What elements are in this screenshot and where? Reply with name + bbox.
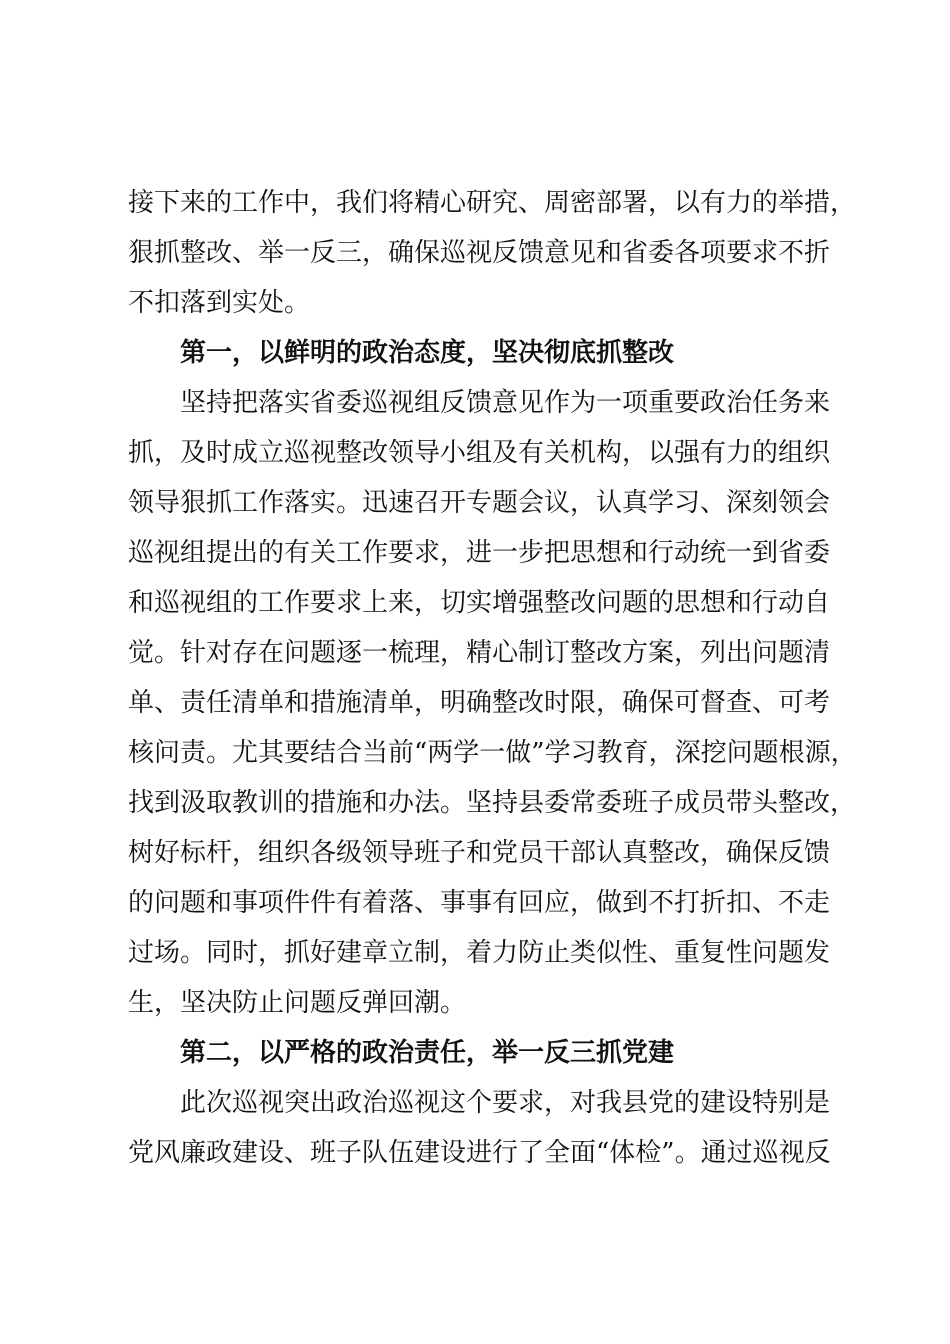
paragraph-line: 觉。针对存在问题逐一梳理，精心制订整改方案，列出问题清 [128,638,831,668]
intro-line: 接下来的工作中，我们将精心研究、周密部署，以有力的举措， [128,188,857,218]
intro-line: 不扣落到实处。 [128,288,311,318]
section-heading-2: 第二，以严格的政治责任，举一反三抓党建 [180,1038,675,1068]
paragraph-line: 核问责。尤其要结合当前“两学一做”学习教育，深挖问题根源， [128,738,857,768]
intro-line: 狠抓整改、举一反三，确保巡视反馈意见和省委各项要求不折 [128,238,831,268]
paragraph-line: 生，坚决防止问题反弹回潮。 [128,988,467,1018]
paragraph-line: 党风廉政建设、班子队伍建设进行了全面“体检”。通过巡视反 [128,1138,831,1168]
paragraph-line: 树好标杆，组织各级领导班子和党员干部认真整改，确保反馈 [128,838,831,868]
paragraph-line: 和巡视组的工作要求上来，切实增强整改问题的思想和行动自 [128,588,831,618]
paragraph-line: 坚持把落实省委巡视组反馈意见作为一项重要政治任务来 [180,388,831,418]
paragraph-line: 过场。同时，抓好建章立制，着力防止类似性、重复性问题发 [128,938,831,968]
paragraph-line: 此次巡视突出政治巡视这个要求，对我县党的建设特别是 [180,1088,831,1118]
paragraph-line: 领导狠抓工作落实。迅速召开专题会议，认真学习、深刻领会 [128,488,831,518]
document-body [128,178,868,1178]
paragraph-line: 单、责任清单和措施清单，明确整改时限，确保可督查、可考 [128,688,831,718]
section-heading-1: 第一，以鲜明的政治态度，坚决彻底抓整改 [180,338,675,368]
paragraph-line: 的问题和事项件件有着落、事事有回应，做到不打折扣、不走 [128,888,831,918]
paragraph-line: 找到汲取教训的措施和办法。坚持县委常委班子成员带头整改， [128,788,857,818]
paragraph-line: 巡视组提出的有关工作要求，进一步把思想和行动统一到省委 [128,538,831,568]
paragraph-line: 抓，及时成立巡视整改领导小组及有关机构，以强有力的组织 [128,438,831,468]
